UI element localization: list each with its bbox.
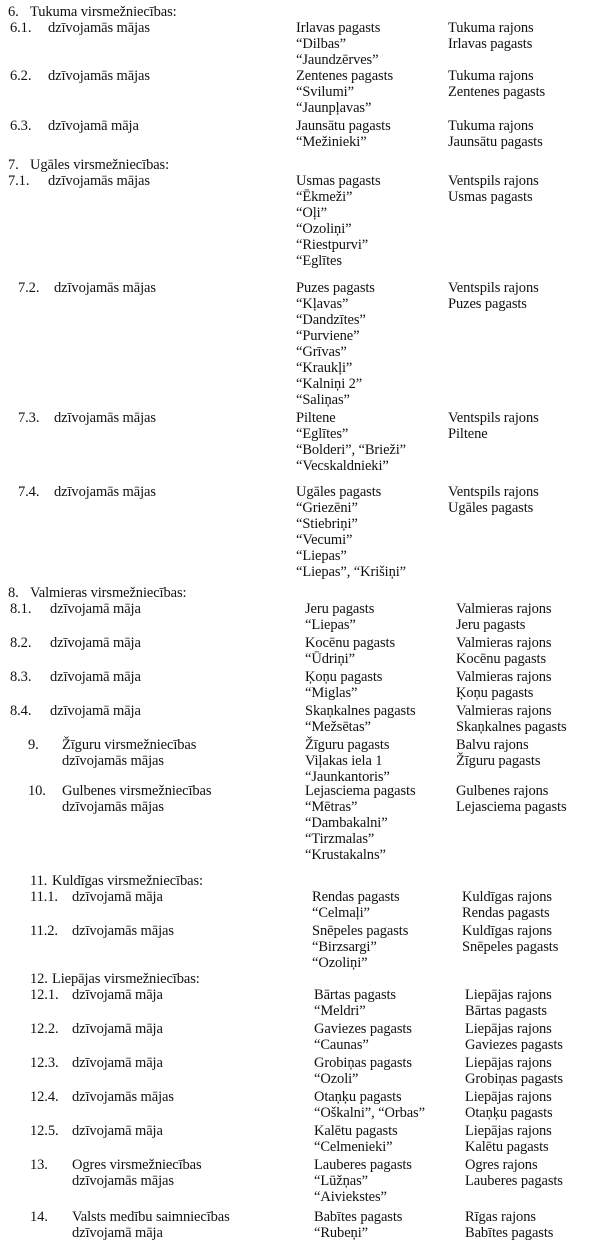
entry-text: dzīvojamā māja: [50, 601, 141, 617]
place-line: Usmas pagasts: [296, 173, 381, 189]
entry-number: 11.1.: [30, 889, 58, 905]
place-line: Jaunsātu pagasts: [296, 118, 391, 134]
place-line: “Liepas”: [305, 617, 356, 633]
place-line: “Eglītes: [296, 253, 342, 269]
entry-text-2: dzīvojamā māja: [72, 1225, 163, 1241]
region-line: Puzes pagasts: [448, 296, 527, 312]
place-line: “Mētras”: [305, 799, 358, 815]
place-line: Lauberes pagasts: [314, 1157, 412, 1173]
entry-number: 6.: [8, 4, 19, 20]
region-line: Liepājas rajons: [465, 1089, 552, 1105]
entry-text: dzīvojamās mājas: [48, 68, 150, 84]
entry-number: 12.1.: [30, 987, 59, 1003]
region-line: Bārtas pagasts: [465, 1003, 547, 1019]
region-line: Otaņķu pagasts: [465, 1105, 553, 1121]
place-line: “Dilbas”: [296, 36, 346, 52]
place-line: “Eglītes”: [296, 426, 349, 442]
entry-text-2: dzīvojamās mājas: [62, 753, 164, 769]
entry-text: Kuldīgas virsmežniecības:: [52, 873, 203, 889]
entry-text: Tukuma virsmežniecības:: [30, 4, 177, 20]
entry-text: dzīvojamā māja: [72, 1123, 163, 1139]
region-line: Liepājas rajons: [465, 1055, 552, 1071]
place-line: Zentenes pagasts: [296, 68, 394, 84]
place-line: “Caunas”: [314, 1037, 369, 1053]
place-line: “Svilumi”: [296, 84, 354, 100]
region-line: Rīgas rajons: [465, 1209, 536, 1225]
place-line: “Riestpurvi”: [296, 237, 369, 253]
place-line: Žīguru pagasts: [305, 737, 390, 753]
entry-number: 7.2.: [18, 280, 40, 296]
entry-text: dzīvojamās mājas: [48, 173, 150, 189]
place-line: “Ozoliņi”: [312, 955, 368, 971]
entry-number: 8.3.: [10, 669, 32, 685]
place-line: Snēpeles pagasts: [312, 923, 409, 939]
entry-number: 11.2.: [30, 923, 58, 939]
entry-number: 12.3.: [30, 1055, 59, 1071]
place-line: “Liepas”, “Krišiņi”: [296, 564, 407, 580]
place-line: “Saliņas”: [296, 392, 350, 408]
entry-text: dzīvojamā māja: [72, 1055, 163, 1071]
region-line: Skaņkalnes pagasts: [456, 719, 567, 735]
place-line: “Jaunkantoris”: [305, 769, 390, 785]
entry-number: 7.4.: [18, 484, 40, 500]
place-line: “Dambakalni”: [305, 815, 388, 831]
place-line: “Meldri”: [314, 1003, 366, 1019]
place-line: “Stiebriņi”: [296, 516, 358, 532]
entry-number: 14.: [30, 1209, 48, 1225]
entry-number: 8.: [8, 585, 19, 601]
place-line: Otaņķu pagasts: [314, 1089, 402, 1105]
region-line: Valmieras rajons: [456, 601, 552, 617]
entry-number: 12.2.: [30, 1021, 59, 1037]
entry-number: 8.1.: [10, 601, 32, 617]
region-line: Ventspils rajons: [448, 280, 539, 296]
entry-text: Ogres virsmežniecības: [72, 1157, 202, 1173]
entry-number: 9.: [28, 737, 39, 753]
place-line: Skaņkalnes pagasts: [305, 703, 416, 719]
region-line: Ventspils rajons: [448, 410, 539, 426]
place-line: “Ozoli”: [314, 1071, 359, 1087]
region-line: Kuldīgas rajons: [462, 923, 552, 939]
place-line: Gaviezes pagasts: [314, 1021, 412, 1037]
region-line: Piltene: [448, 426, 488, 442]
place-line: Ķoņu pagasts: [305, 669, 383, 685]
region-line: Liepājas rajons: [465, 987, 552, 1003]
region-line: Valmieras rajons: [456, 669, 552, 685]
place-line: “Kļavas”: [296, 296, 349, 312]
entry-number: 12.4.: [30, 1089, 59, 1105]
region-line: Ogres rajons: [465, 1157, 538, 1173]
place-line: Kalētu pagasts: [314, 1123, 398, 1139]
place-line: “Vecumi”: [296, 532, 353, 548]
region-line: Žīguru pagasts: [456, 753, 541, 769]
region-line: Lejasciema pagasts: [456, 799, 567, 815]
region-line: Ventspils rajons: [448, 484, 539, 500]
entry-number: 11.: [30, 873, 48, 889]
entry-number: 7.3.: [18, 410, 40, 426]
place-line: “Oļi”: [296, 205, 327, 221]
place-line: “Liepas”: [296, 548, 347, 564]
place-line: Puzes pagasts: [296, 280, 375, 296]
region-line: Balvu rajons: [456, 737, 529, 753]
entry-number: 12.5.: [30, 1123, 59, 1139]
entry-text: Gulbenes virsmežniecības: [62, 783, 212, 799]
entry-number: 6.2.: [10, 68, 32, 84]
entry-text: dzīvojamā māja: [48, 118, 139, 134]
place-line: “Celmaļi”: [312, 905, 370, 921]
place-line: Jeru pagasts: [305, 601, 375, 617]
region-line: Usmas pagasts: [448, 189, 533, 205]
region-line: Zentenes pagasts: [448, 84, 546, 100]
place-line: “Kraukļi”: [296, 360, 353, 376]
region-line: Valmieras rajons: [456, 703, 552, 719]
place-line: “Dandzītes”: [296, 312, 366, 328]
region-line: Lauberes pagasts: [465, 1173, 563, 1189]
region-line: Ķoņu pagasts: [456, 685, 534, 701]
entry-text: dzīvojamā māja: [72, 889, 163, 905]
region-line: Liepājas rajons: [465, 1123, 552, 1139]
place-line: “Vecskaldnieki”: [296, 458, 389, 474]
place-line: “Mežsētas”: [305, 719, 371, 735]
place-line: “Purviene”: [296, 328, 360, 344]
place-line: “Ozoliņi”: [296, 221, 352, 237]
place-line: “Ūdriņi”: [305, 651, 355, 667]
place-line: “Jaundzērves”: [296, 52, 379, 68]
place-line: Piltene: [296, 410, 336, 426]
region-line: Irlavas pagasts: [448, 36, 533, 52]
place-line: Irlavas pagasts: [296, 20, 381, 36]
region-line: Grobiņas pagasts: [465, 1071, 563, 1087]
place-line: “Griezēni”: [296, 500, 358, 516]
entry-number: 13.: [30, 1157, 48, 1173]
region-line: Kuldīgas rajons: [462, 889, 552, 905]
place-line: “Birzsargi”: [312, 939, 377, 955]
entry-text: dzīvojamā māja: [72, 987, 163, 1003]
entry-text: Valmieras virsmežniecības:: [30, 585, 187, 601]
place-line: “Tirzmalas”: [305, 831, 375, 847]
place-line: Babītes pagasts: [314, 1209, 403, 1225]
entry-text: dzīvojamā māja: [72, 1021, 163, 1037]
place-line: “Ēkmeži”: [296, 189, 353, 205]
entry-text: Ugāles virsmežniecības:: [30, 157, 170, 173]
region-line: Kocēnu pagasts: [456, 651, 547, 667]
entry-text: dzīvojamā māja: [50, 635, 141, 651]
entry-text: Žīguru virsmežniecības: [62, 737, 197, 753]
region-line: Tukuma rajons: [448, 118, 534, 134]
region-line: Gulbenes rajons: [456, 783, 549, 799]
entry-text: dzīvojamās mājas: [48, 20, 150, 36]
region-line: Snēpeles pagasts: [462, 939, 559, 955]
region-line: Gaviezes pagasts: [465, 1037, 563, 1053]
place-line: “Jaunpļavas”: [296, 100, 372, 116]
entry-number: 7.: [8, 157, 19, 173]
place-line: Lejasciema pagasts: [305, 783, 416, 799]
entry-number: 7.1.: [8, 173, 30, 189]
entry-text: dzīvojamās mājas: [72, 923, 174, 939]
region-line: Tukuma rajons: [448, 68, 534, 84]
entry-number: 6.3.: [10, 118, 32, 134]
region-line: Kalētu pagasts: [465, 1139, 549, 1155]
entry-text: Liepājas virsmežniecības:: [52, 971, 200, 987]
region-line: Ventspils rajons: [448, 173, 539, 189]
entry-number: 8.2.: [10, 635, 32, 651]
place-line: “Celmenieki”: [314, 1139, 393, 1155]
entry-text: dzīvojamā māja: [50, 669, 141, 685]
entry-text: dzīvojamā māja: [50, 703, 141, 719]
entry-number: 6.1.: [10, 20, 32, 36]
place-line: “Mežinieki”: [296, 134, 367, 150]
place-line: “Aiviekstes”: [314, 1189, 387, 1205]
place-line: “Rubeņi”: [314, 1225, 368, 1241]
entry-text-2: dzīvojamās mājas: [62, 799, 164, 815]
entry-text: dzīvojamās mājas: [54, 280, 156, 296]
place-line: “Kalniņi 2”: [296, 376, 363, 392]
region-line: Jaunsātu pagasts: [448, 134, 543, 150]
place-line: “Bolderi”, “Brieži”: [296, 442, 407, 458]
region-line: Valmieras rajons: [456, 635, 552, 651]
place-line: Viļakas iela 1: [305, 753, 383, 769]
place-line: “Miglas”: [305, 685, 358, 701]
place-line: Ugāles pagasts: [296, 484, 382, 500]
entry-text: dzīvojamās mājas: [54, 484, 156, 500]
region-line: Tukuma rajons: [448, 20, 534, 36]
place-line: Rendas pagasts: [312, 889, 400, 905]
entry-number: 10.: [28, 783, 46, 799]
place-line: “Krustakalns”: [305, 847, 386, 863]
place-line: Bārtas pagasts: [314, 987, 396, 1003]
entry-text: Valsts medību saimniecības: [72, 1209, 230, 1225]
place-line: Grobiņas pagasts: [314, 1055, 412, 1071]
region-line: Rendas pagasts: [462, 905, 550, 921]
region-line: Babītes pagasts: [465, 1225, 554, 1241]
place-line: “Lūžņas”: [314, 1173, 368, 1189]
place-line: “Grīvas”: [296, 344, 347, 360]
region-line: Liepājas rajons: [465, 1021, 552, 1037]
entry-text: dzīvojamās mājas: [54, 410, 156, 426]
region-line: Ugāles pagasts: [448, 500, 534, 516]
entry-number: 12.: [30, 971, 48, 987]
place-line: “Oškalni”, “Orbas”: [314, 1105, 425, 1121]
place-line: Kocēnu pagasts: [305, 635, 396, 651]
entry-text: dzīvojamās mājas: [72, 1089, 174, 1105]
entry-number: 8.4.: [10, 703, 32, 719]
region-line: Jeru pagasts: [456, 617, 526, 633]
entry-text-2: dzīvojamās mājas: [72, 1173, 174, 1189]
